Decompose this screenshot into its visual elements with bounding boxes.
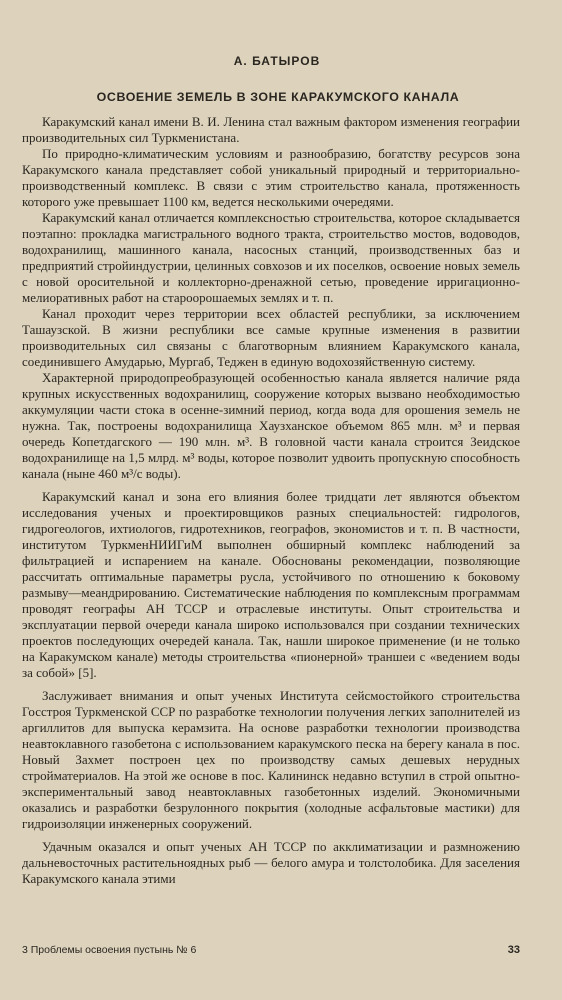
signature-mark: 3 Проблемы освоения пустынь № 6: [22, 944, 197, 956]
paragraph-8: Удачным оказался и опыт ученых АН ТССР по акклиматизации и размножению дальневосточных растительноядных рыб — белого амура и толстолобика. Для заселения Каракумского канала этими: [22, 839, 520, 886]
article-body: [22, 114, 520, 887]
author-name: А. БАТЫРОВ: [233, 54, 321, 68]
paragraph-3: Каракумский канал отличается комплексностью строительства, которое складывается поэтапно: прокладка магистрального водного тракта, строительство мостов, водоводов, водохранилищ, машинного канала, насосных станций, производственных баз и предприятий стройиндустрии, целинных совхозов и их поселков, освоение новых земель с новой оросительной и коллекторно-дренажной сетью, проведение ирригационно-мелиоративных работ на староорошаемых землях и т. п.: [22, 210, 520, 305]
paragraph-6: Каракумский канал и зона его влияния более тридцати лет являются объектом исследования ученых и проектировщиков разных специальностей: гидрологов, гидрогеологов, ихтиологов, гидротехников, географов, экономистов и т. п. В частности, институтом ТуркменНИИГиМ выполнен обширный комплекс наблюдений за фильтрацией и испарением на канале. Обоснованы рекомендации, позволяющие рассчитать оптимальные параметры русла, устойчивого по отношению к боковому размыву—меандрированию. Систематические наблюдения по комплексным программам проводят географы АН ТССР и отраслевые институты. Опыт строительства и эксплуатации первой очереди канала широко использовался при создании технических проектов последующих очередей канала. Так, нашли широкое применение (и не только на Каракумском канале) методы строительства «пионерной» траншеи с «ведением воды за собой» [5].: [22, 489, 520, 680]
paragraph-5: Характерной природопреобразующей особенностью канала является наличие ряда крупных искусственных водохранилищ, сооружение которых вызвано необходимостью аккумуляции части стока в осенне-зимний период, когда вода для орошения земель не нужна. Так, построены водохранилища Хаузханское объемом 865 млн. м³ и первая очередь Копетдагского — 190 млн. м³. В головной части канала строится Зеидское водохранилище на 1,5 млрд. м³ воды, которое позволит удвоить пропускную способность канала (ныне 460 м³/с воды).: [22, 370, 520, 481]
page-number: 33: [507, 944, 520, 956]
paragraph-1: Каракумский канал имени В. И. Ленина стал важным фактором изменения географии производительных сил Туркменистана.: [22, 114, 520, 145]
paragraph-4: Канал проходит через территории всех областей республики, за исключением Ташаузской. В жизни республики все самые крупные изменения в развитии производительных сил связаны с благотворным влиянием Каракумского канала, соединившего Амударью, Мургаб, Теджен в единую водохозяйственную систему.: [22, 306, 520, 369]
page-footer: [22, 944, 520, 956]
paragraph-2: По природно-климатическим условиям и разнообразию, богатству ресурсов зона Каракумского канала представляет собой уникальный природный и территориально-производственный комплекс. В связи с этим строительство канала, протяженность которого уже превышает 1100 км, ведется несколькими очередями.: [22, 146, 520, 209]
article-title: ОСВОЕНИЕ ЗЕМЕЛЬ В ЗОНЕ КАРАКУМСКОГО КАНАЛА: [96, 90, 460, 104]
paragraph-7: Заслуживает внимания и опыт ученых Института сейсмостойкого строительства Госстроя Туркменской ССР по разработке технологии получения легких заполнителей из аргиллитов для выпуска керамзита. На основе разработки технологии производства неавтоклавного газобетона с использованием каракумского песка на берегу канала в пос. Новый Захмет построен цех по производству самых дешевых нерудных стройматериалов. На этой же основе в пос. Калининск недавно вступил в строй опытно-экспериментальный завод неавтоклавных газобетонных изделий. Экономичными оказались и разработки безрулонного покрытия (холодные асфальтовые мастики) для гидроизоляции инженерных сооружений.: [22, 688, 520, 831]
